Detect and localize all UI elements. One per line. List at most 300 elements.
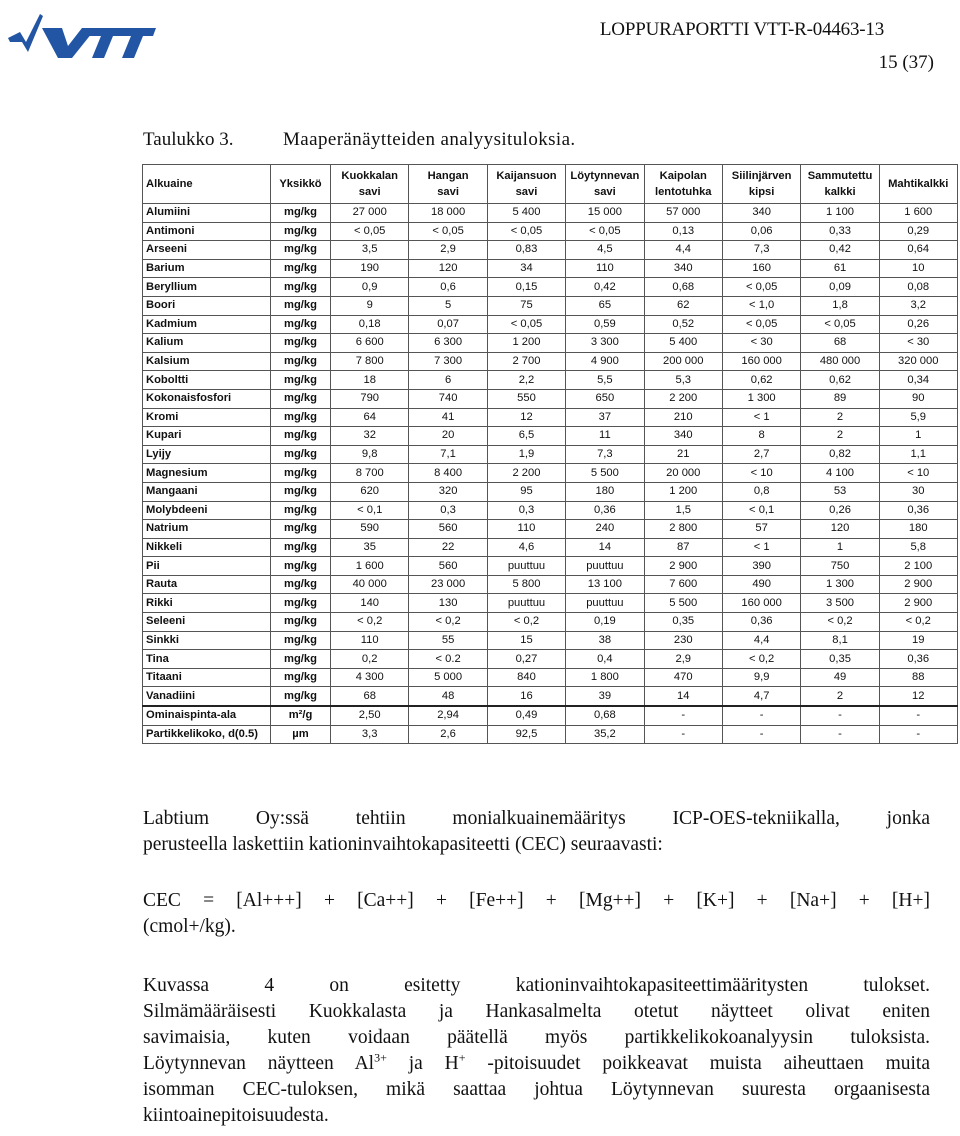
table-row <box>143 650 958 669</box>
value-cell: 120 <box>409 259 487 278</box>
value-cell: 16 <box>487 687 565 706</box>
value-cell: 57 000 <box>644 204 722 223</box>
value-cell: 0,42 <box>566 278 644 297</box>
table-row <box>143 706 958 725</box>
value-cell: 8 700 <box>331 464 409 483</box>
value-cell: 0,26 <box>801 501 879 520</box>
value-cell: < 0,05 <box>801 315 879 334</box>
value-cell: 0,07 <box>409 315 487 334</box>
table-row <box>143 557 958 576</box>
unit-cell: mg/kg <box>271 501 331 520</box>
table-row <box>143 427 958 446</box>
value-cell: 3 500 <box>801 594 879 613</box>
value-cell: < 10 <box>722 464 800 483</box>
element-name-cell: Rauta <box>143 575 271 594</box>
column-header-text: savi <box>593 186 616 198</box>
value-cell: 65 <box>566 296 644 315</box>
value-cell: 840 <box>487 668 565 687</box>
value-cell: 0,6 <box>409 278 487 297</box>
column-header <box>644 165 722 204</box>
value-cell: 18 000 <box>409 204 487 223</box>
element-name-cell: Kalsium <box>143 352 271 371</box>
value-cell: 0,3 <box>409 501 487 520</box>
logo-text: VTT <box>6 8 8 9</box>
value-cell: 12 <box>879 687 957 706</box>
value-cell: 180 <box>566 482 644 501</box>
table-row <box>143 408 958 427</box>
unit-cell: mg/kg <box>271 241 331 260</box>
value-cell: 7,3 <box>566 445 644 464</box>
value-cell: 0,06 <box>722 222 800 241</box>
value-cell: 1,1 <box>879 445 957 464</box>
value-cell: 2 <box>801 408 879 427</box>
paragraph-results-discussion <box>143 973 930 1129</box>
value-cell: 2 <box>801 427 879 446</box>
element-name-cell: Ominaispinta-ala <box>143 706 271 725</box>
value-cell: 0,15 <box>487 278 565 297</box>
value-cell: 4,5 <box>566 241 644 260</box>
value-cell: 4,6 <box>487 538 565 557</box>
value-cell: 0,36 <box>722 613 800 632</box>
unit-cell: mg/kg <box>271 650 331 669</box>
value-cell: puuttuu <box>566 557 644 576</box>
value-cell: 1 600 <box>879 204 957 223</box>
value-cell: 650 <box>566 389 644 408</box>
superscript: 3+ <box>374 1050 387 1065</box>
text-line: Silmämääräisesti Kuokkalasta ja Hankasalmelta otetut näytteet olivat eniten <box>143 1001 930 1022</box>
element-name-cell: Magnesium <box>143 464 271 483</box>
text-fragment: -pitoisuudet poikkeavat muista aiheuttaen muita <box>465 1053 930 1074</box>
value-cell: 1 <box>801 538 879 557</box>
value-cell: 2 200 <box>644 389 722 408</box>
table-row <box>143 222 958 241</box>
value-cell: 4,7 <box>722 687 800 706</box>
element-name-cell: Antimoni <box>143 222 271 241</box>
unit-cell: mg/kg <box>271 427 331 446</box>
value-cell: - <box>879 706 957 725</box>
value-cell: 0,4 <box>566 650 644 669</box>
column-header-text: kipsi <box>748 186 775 198</box>
column-header-text: kalkki <box>824 186 856 198</box>
value-cell: < 30 <box>722 334 800 353</box>
value-cell: 2,9 <box>644 650 722 669</box>
unit-cell: mg/kg <box>271 371 331 390</box>
element-name-cell: Kadmium <box>143 315 271 334</box>
value-cell: 620 <box>331 482 409 501</box>
value-cell: 14 <box>644 687 722 706</box>
value-cell: < 0,2 <box>487 613 565 632</box>
value-cell: 1 100 <box>801 204 879 223</box>
value-cell: 470 <box>644 668 722 687</box>
value-cell: 8,1 <box>801 631 879 650</box>
value-cell: 6 600 <box>331 334 409 353</box>
value-cell: 87 <box>644 538 722 557</box>
unit-cell: m²/g <box>271 706 331 725</box>
value-cell: puuttuu <box>566 594 644 613</box>
column-header-text: savi <box>358 186 381 198</box>
value-cell: 0,29 <box>879 222 957 241</box>
value-cell: 30 <box>879 482 957 501</box>
value-cell: < 0,05 <box>566 222 644 241</box>
value-cell: 9,9 <box>722 668 800 687</box>
value-cell: - <box>879 725 957 744</box>
value-cell: 7 600 <box>644 575 722 594</box>
unit-cell: mg/kg <box>271 668 331 687</box>
value-cell: 92,5 <box>487 725 565 744</box>
column-header <box>331 165 409 204</box>
results-table <box>142 164 958 744</box>
value-cell: 110 <box>331 631 409 650</box>
value-cell: < 0,2 <box>409 613 487 632</box>
value-cell: 21 <box>644 445 722 464</box>
text-line: CEC = [Al+++] + [Ca++] + [Fe++] + [Mg++] + [K+] + [Na+] + [H+] <box>143 890 930 911</box>
table-row <box>143 315 958 334</box>
value-cell: 19 <box>879 631 957 650</box>
table-header <box>143 165 958 204</box>
element-name-cell: Titaani <box>143 668 271 687</box>
value-cell: 12 <box>487 408 565 427</box>
element-name-cell: Kokonaisfosfori <box>143 389 271 408</box>
value-cell: 20 <box>409 427 487 446</box>
value-cell: 62 <box>644 296 722 315</box>
unit-cell: mg/kg <box>271 389 331 408</box>
value-cell: 5 800 <box>487 575 565 594</box>
value-cell: 61 <box>801 259 879 278</box>
value-cell: 7 800 <box>331 352 409 371</box>
column-header-text: Mahtikalkki <box>888 178 949 190</box>
logo-swoosh-icon <box>8 14 43 52</box>
element-name-cell: Kalium <box>143 334 271 353</box>
value-cell: 4 300 <box>331 668 409 687</box>
value-cell: 1 200 <box>487 334 565 353</box>
value-cell: 190 <box>331 259 409 278</box>
value-cell: - <box>722 706 800 725</box>
value-cell: 8 400 <box>409 464 487 483</box>
value-cell: 1,5 <box>644 501 722 520</box>
superscript: + <box>458 1050 466 1065</box>
value-cell: 2,94 <box>409 706 487 725</box>
value-cell: 0,62 <box>722 371 800 390</box>
value-cell: < 0,05 <box>487 222 565 241</box>
table-row <box>143 259 958 278</box>
unit-cell: mg/kg <box>271 315 331 334</box>
value-cell: 6 <box>409 371 487 390</box>
column-header-text: Alkuaine <box>146 178 193 190</box>
value-cell: 0,49 <box>487 706 565 725</box>
value-cell: 2 100 <box>879 557 957 576</box>
value-cell: < 0,05 <box>722 315 800 334</box>
value-cell: 0,68 <box>566 706 644 725</box>
unit-cell: mg/kg <box>271 538 331 557</box>
value-cell: 240 <box>566 520 644 539</box>
column-header-text: savi <box>437 186 459 198</box>
value-cell: 5,3 <box>644 371 722 390</box>
value-cell: 5,5 <box>566 371 644 390</box>
text-line <box>143 1051 930 1077</box>
value-cell: 9,8 <box>331 445 409 464</box>
column-header-text: Kaijansuon <box>496 170 557 182</box>
column-header <box>722 165 800 204</box>
text-line: (cmol+/kg). <box>143 916 236 937</box>
value-cell: 5 400 <box>487 204 565 223</box>
value-cell: < 1 <box>722 408 800 427</box>
value-cell: < 0,05 <box>331 222 409 241</box>
unit-cell: mg/kg <box>271 222 331 241</box>
element-name-cell: Koboltti <box>143 371 271 390</box>
value-cell: - <box>644 725 722 744</box>
value-cell: 160 000 <box>722 594 800 613</box>
value-cell: 38 <box>566 631 644 650</box>
value-cell: 340 <box>722 204 800 223</box>
value-cell: 390 <box>722 557 800 576</box>
value-cell: 2 700 <box>487 352 565 371</box>
text-line: Labtium Oy:ssä tehtiin monialkuainemääritys ICP-OES-tekniikalla, jonka <box>143 808 930 829</box>
text-line: savimaisia, kuten voidaan päätellä myös partikkelikokoanalyysin tuloksista. <box>143 1027 930 1048</box>
table-row <box>143 204 958 223</box>
unit-cell: mg/kg <box>271 520 331 539</box>
unit-cell: mg/kg <box>271 687 331 706</box>
value-cell: < 0,2 <box>801 613 879 632</box>
table-row <box>143 520 958 539</box>
value-cell: 5 500 <box>644 594 722 613</box>
value-cell: 0,27 <box>487 650 565 669</box>
logo-wordmark-v <box>42 28 96 58</box>
element-name-cell: Partikkelikoko, d(0.5) <box>143 725 271 744</box>
value-cell: 2 900 <box>879 594 957 613</box>
element-name-cell: Kromi <box>143 408 271 427</box>
element-name-cell: Sinkki <box>143 631 271 650</box>
value-cell: 0,36 <box>879 650 957 669</box>
value-cell: 4 100 <box>801 464 879 483</box>
value-cell: 48 <box>409 687 487 706</box>
value-cell: 53 <box>801 482 879 501</box>
value-cell: 7,3 <box>722 241 800 260</box>
value-cell: 0,33 <box>801 222 879 241</box>
value-cell: 7 300 <box>409 352 487 371</box>
value-cell: 2,50 <box>331 706 409 725</box>
column-header <box>801 165 879 204</box>
value-cell: 5 400 <box>644 334 722 353</box>
table-row <box>143 278 958 297</box>
unit-cell: mg/kg <box>271 445 331 464</box>
unit-cell: mg/kg <box>271 575 331 594</box>
value-cell: 0,52 <box>644 315 722 334</box>
value-cell: 2 900 <box>879 575 957 594</box>
value-cell: 0,13 <box>644 222 722 241</box>
value-cell: 4 900 <box>566 352 644 371</box>
value-cell: 14 <box>566 538 644 557</box>
unit-cell: mg/kg <box>271 259 331 278</box>
table-row <box>143 464 958 483</box>
value-cell: 0,08 <box>879 278 957 297</box>
value-cell: 55 <box>409 631 487 650</box>
value-cell: 15 <box>487 631 565 650</box>
element-name-cell: Mangaani <box>143 482 271 501</box>
element-name-cell: Beryllium <box>143 278 271 297</box>
value-cell: < 30 <box>879 334 957 353</box>
value-cell: 1 300 <box>801 575 879 594</box>
value-cell: 37 <box>566 408 644 427</box>
value-cell: 0,68 <box>644 278 722 297</box>
value-cell: < 0,2 <box>331 613 409 632</box>
element-name-cell: Seleeni <box>143 613 271 632</box>
text-line: isomman CEC-tuloksen, mikä saattaa johtua Löytynnevan suuresta orgaanisesta <box>143 1079 930 1100</box>
value-cell: 480 000 <box>801 352 879 371</box>
unit-cell: mg/kg <box>271 464 331 483</box>
table-row <box>143 389 958 408</box>
value-cell: 5 500 <box>566 464 644 483</box>
value-cell: 32 <box>331 427 409 446</box>
value-cell: < 0,2 <box>722 650 800 669</box>
table-row <box>143 575 958 594</box>
value-cell: - <box>644 706 722 725</box>
value-cell: 95 <box>487 482 565 501</box>
value-cell: 0,35 <box>644 613 722 632</box>
value-cell: 2,7 <box>722 445 800 464</box>
element-name-cell: Natrium <box>143 520 271 539</box>
element-name-cell: Barium <box>143 259 271 278</box>
table-row <box>143 725 958 744</box>
value-cell: - <box>801 725 879 744</box>
value-cell: 0,8 <box>722 482 800 501</box>
value-cell: 23 000 <box>409 575 487 594</box>
unit-cell: µm <box>271 725 331 744</box>
column-header-text: lentotuhka <box>654 186 712 198</box>
column-header <box>487 165 565 204</box>
value-cell: - <box>722 725 800 744</box>
unit-cell: mg/kg <box>271 278 331 297</box>
unit-cell: mg/kg <box>271 296 331 315</box>
value-cell: 0,64 <box>879 241 957 260</box>
column-header <box>409 165 487 204</box>
value-cell: 0,62 <box>801 371 879 390</box>
column-header-text: Kaipolan <box>659 170 707 182</box>
text-line: kiintoainepitoisuudesta. <box>143 1105 329 1126</box>
table-row <box>143 352 958 371</box>
column-header-text: Löytynnevan <box>570 170 640 182</box>
value-cell: 88 <box>879 668 957 687</box>
element-name-cell: Arseeni <box>143 241 271 260</box>
unit-cell: mg/kg <box>271 482 331 501</box>
value-cell: 0,36 <box>879 501 957 520</box>
text-fragment: ja H <box>386 1053 459 1074</box>
column-header <box>566 165 644 204</box>
value-cell: 120 <box>801 520 879 539</box>
value-cell: puuttuu <box>487 594 565 613</box>
unit-cell: mg/kg <box>271 613 331 632</box>
value-cell: 75 <box>487 296 565 315</box>
unit-cell: mg/kg <box>271 594 331 613</box>
element-name-cell: Rikki <box>143 594 271 613</box>
value-cell: 1 800 <box>566 668 644 687</box>
value-cell: 18 <box>331 371 409 390</box>
column-header-text: Siilinjärven <box>731 170 792 182</box>
table-row <box>143 668 958 687</box>
value-cell: 1 300 <box>722 389 800 408</box>
element-name-cell: Alumiini <box>143 204 271 223</box>
unit-cell: mg/kg <box>271 408 331 427</box>
caption-number: Taulukko 3. <box>143 129 234 150</box>
value-cell: 320 <box>409 482 487 501</box>
table-row <box>143 631 958 650</box>
value-cell: 5 <box>409 296 487 315</box>
value-cell: 560 <box>409 520 487 539</box>
column-header <box>879 165 957 204</box>
value-cell: 9 <box>331 296 409 315</box>
value-cell: < 0,05 <box>487 315 565 334</box>
value-cell: 7,1 <box>409 445 487 464</box>
value-cell: 490 <box>722 575 800 594</box>
value-cell: 13 100 <box>566 575 644 594</box>
value-cell: 140 <box>331 594 409 613</box>
value-cell: 5,9 <box>879 408 957 427</box>
column-header-text: Yksikkö <box>279 178 322 190</box>
table-row <box>143 501 958 520</box>
value-cell: 64 <box>331 408 409 427</box>
value-cell: 0,82 <box>801 445 879 464</box>
value-cell: 35,2 <box>566 725 644 744</box>
results-table-container <box>142 164 957 744</box>
value-cell: 550 <box>487 389 565 408</box>
element-name-cell: Pii <box>143 557 271 576</box>
paragraph-cec-intro <box>143 806 930 858</box>
element-name-cell: Molybdeeni <box>143 501 271 520</box>
value-cell: 2 200 <box>487 464 565 483</box>
value-cell: 0,42 <box>801 241 879 260</box>
value-cell: 68 <box>801 334 879 353</box>
value-cell: 0,35 <box>801 650 879 669</box>
value-cell: 590 <box>331 520 409 539</box>
element-name-cell: Kupari <box>143 427 271 446</box>
value-cell: 57 <box>722 520 800 539</box>
table-row <box>143 687 958 706</box>
value-cell: 1 600 <box>331 557 409 576</box>
value-cell: < 1,0 <box>722 296 800 315</box>
value-cell: 230 <box>644 631 722 650</box>
caption-text: Maaperänäytteiden analyysituloksia. <box>283 129 576 150</box>
value-cell: < 0,05 <box>722 278 800 297</box>
value-cell: 39 <box>566 687 644 706</box>
value-cell: 110 <box>487 520 565 539</box>
column-header <box>143 165 271 204</box>
unit-cell: mg/kg <box>271 352 331 371</box>
element-name-cell: Lyijy <box>143 445 271 464</box>
value-cell: 2,6 <box>409 725 487 744</box>
unit-cell: mg/kg <box>271 334 331 353</box>
vtt-logo <box>6 8 156 60</box>
value-cell: 320 000 <box>879 352 957 371</box>
value-cell: 3 300 <box>566 334 644 353</box>
value-cell: 2 <box>801 687 879 706</box>
value-cell: - <box>801 706 879 725</box>
value-cell: 0,34 <box>879 371 957 390</box>
value-cell: 68 <box>331 687 409 706</box>
element-name-cell: Tina <box>143 650 271 669</box>
table-row <box>143 371 958 390</box>
page-number: 15 (37) <box>878 52 934 73</box>
value-cell: 27 000 <box>331 204 409 223</box>
table-row <box>143 538 958 557</box>
value-cell: 130 <box>409 594 487 613</box>
unit-cell: mg/kg <box>271 204 331 223</box>
value-cell: 2,9 <box>409 241 487 260</box>
value-cell: 0,9 <box>331 278 409 297</box>
value-cell: 0,2 <box>331 650 409 669</box>
value-cell: 8 <box>722 427 800 446</box>
table-row <box>143 594 958 613</box>
report-id: LOPPURAPORTTI VTT-R-04463-13 <box>599 19 884 40</box>
value-cell: 110 <box>566 259 644 278</box>
